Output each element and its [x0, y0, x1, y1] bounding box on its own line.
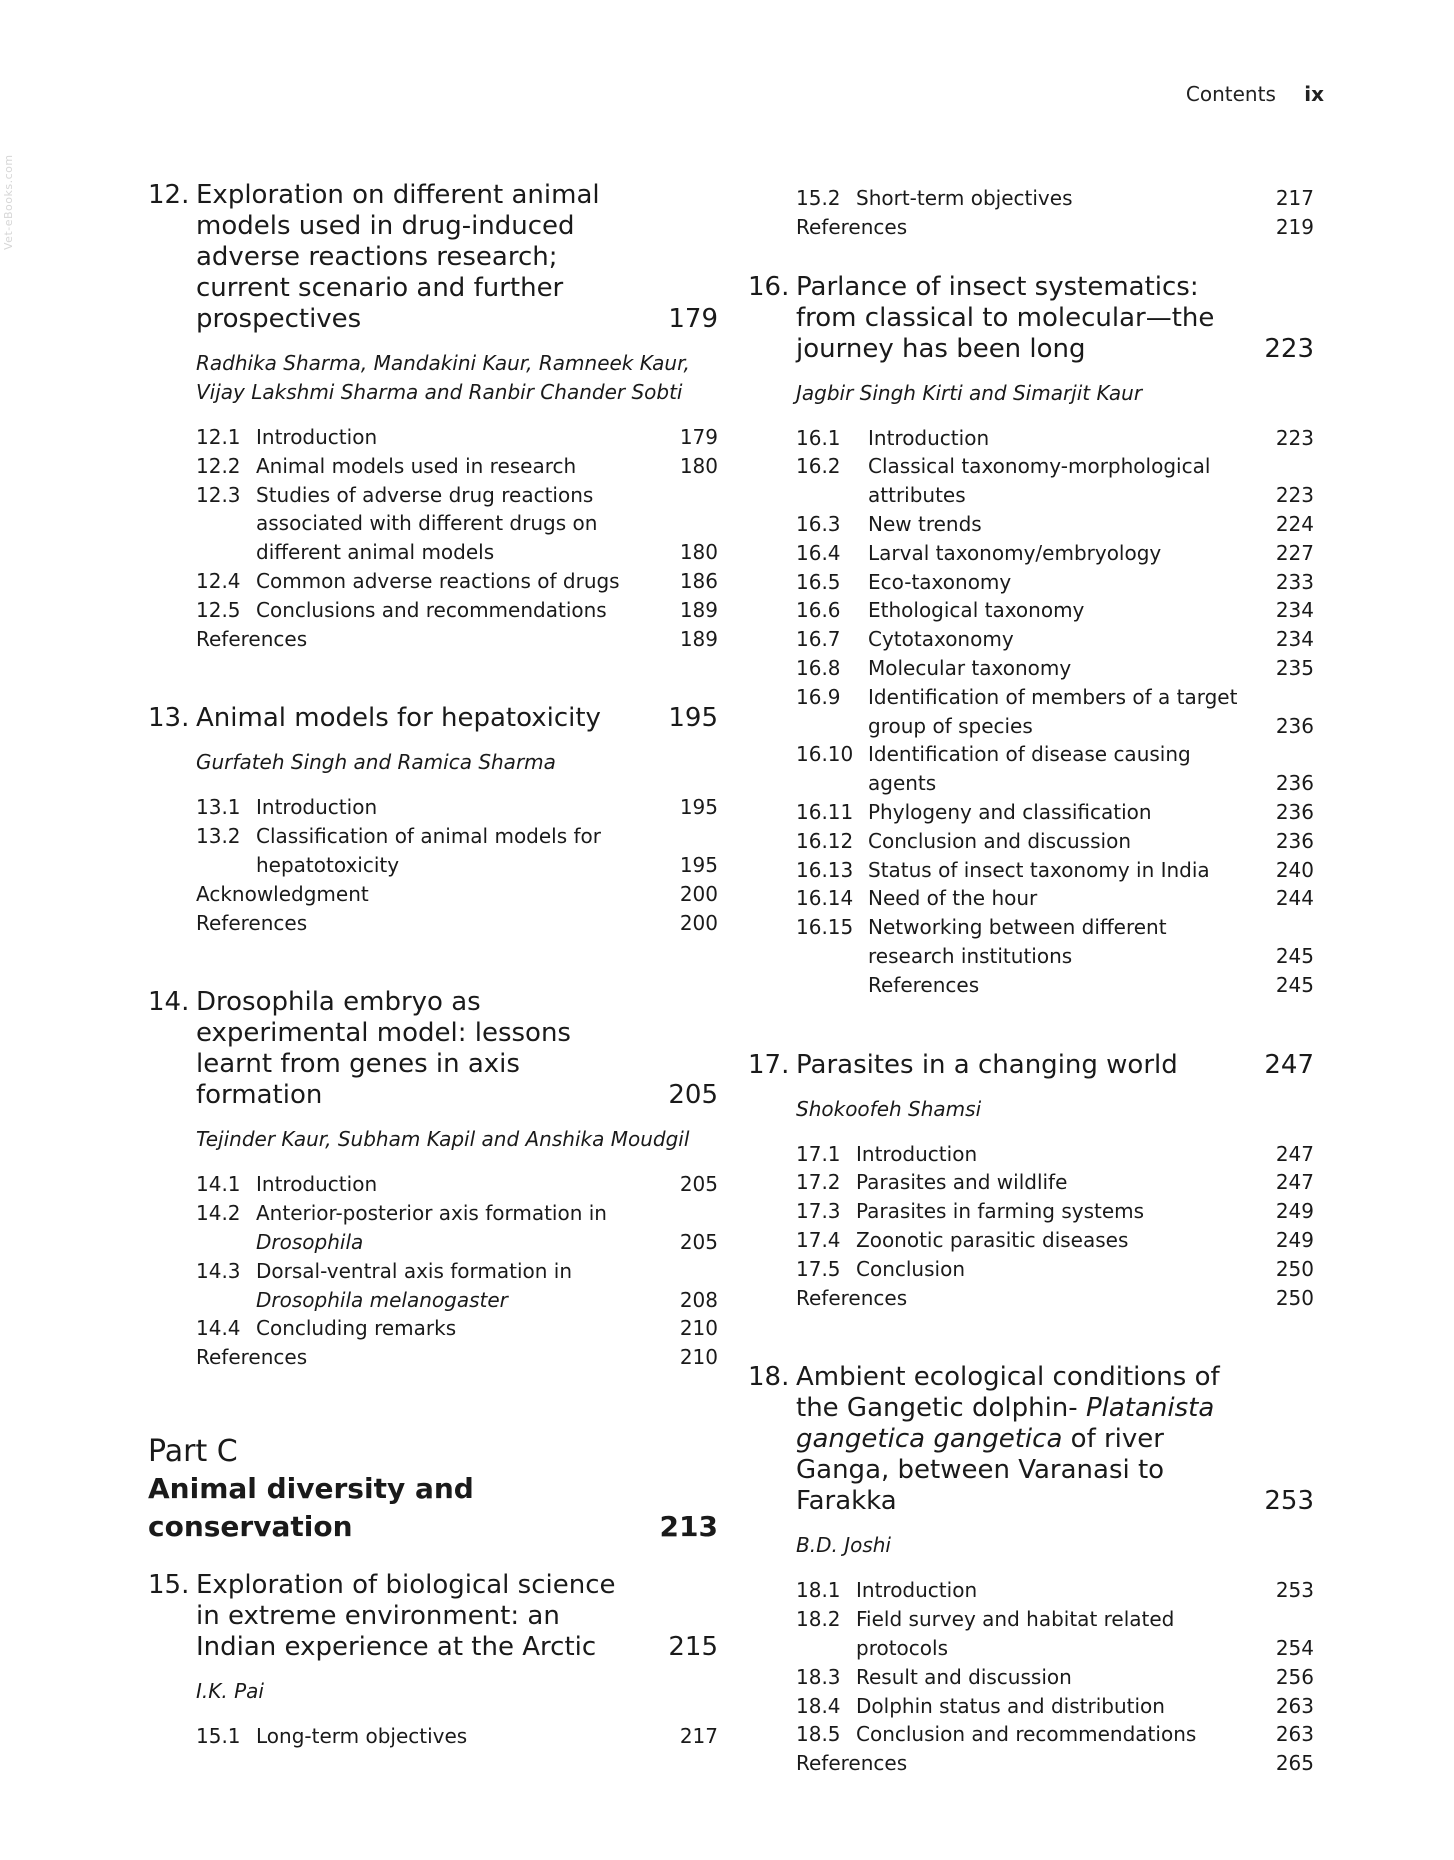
- section-number: 18.5: [796, 1722, 841, 1747]
- chapter-title[interactable]: Exploration on different animal models used in drug-induced adverse reactions research; current scenario and further prospectives: [196, 180, 600, 334]
- section-page-number: 234: [1275, 627, 1314, 652]
- section-entry[interactable]: [196, 822, 718, 880]
- section-number: 13.2: [196, 824, 241, 849]
- section-page-number: 236: [1275, 771, 1314, 796]
- section-number: 16.6: [796, 598, 841, 623]
- section-entry[interactable]: [796, 1663, 1314, 1692]
- section-title-text: Introduction: [856, 1141, 978, 1166]
- section-page-number: 245: [1275, 943, 1314, 968]
- section-page-number: 263: [1275, 1693, 1314, 1718]
- section-title-text: Introduction: [256, 795, 378, 820]
- chapter-18: [748, 1362, 1314, 1778]
- section-list: [796, 424, 1314, 1000]
- section-entry[interactable]: [796, 1168, 1314, 1197]
- section-number: 16.15: [796, 915, 854, 940]
- section-entry[interactable]: [196, 567, 718, 596]
- section-title: [256, 793, 718, 822]
- section-entry[interactable]: [196, 625, 718, 654]
- chapter-heading: [148, 180, 718, 335]
- section-page-number: 227: [1275, 540, 1314, 565]
- section-entry[interactable]: [796, 1576, 1314, 1605]
- section-page-number: 195: [679, 852, 718, 877]
- running-head-page-number: ix: [1304, 82, 1324, 106]
- part-title: Animal diversity and conservation: [148, 1471, 474, 1543]
- section-page-number: 236: [1275, 828, 1314, 853]
- section-title-text: Dorsal-ventral axis formation in: [256, 1258, 573, 1283]
- section-entry[interactable]: [796, 1255, 1314, 1284]
- section-title: Short-term objectives: [856, 186, 1073, 210]
- section-entry[interactable]: [796, 1284, 1314, 1313]
- chapter-15: [148, 1570, 718, 1751]
- section-number: 18.3: [796, 1664, 841, 1689]
- chapter-page-number: 195: [668, 703, 718, 734]
- section-entry[interactable]: [196, 880, 718, 909]
- section-title: [196, 625, 718, 654]
- section-title: [868, 424, 1314, 453]
- chapter-heading: [148, 703, 718, 734]
- section-title-text: Identification of disease causing agents: [868, 742, 1191, 796]
- section-title: [868, 568, 1314, 597]
- section-page-number: 245: [1275, 972, 1314, 997]
- section-title: [868, 625, 1314, 654]
- section-entry[interactable]: [196, 596, 718, 625]
- chapter-title-part: Ambient ecological conditions of the Gangetic dolphin-: [796, 1362, 1220, 1424]
- section-page-number: 234: [1275, 598, 1314, 623]
- section-title: [256, 1314, 718, 1343]
- section-title-text: Classical taxonomy-morphological attributes: [868, 454, 1211, 508]
- running-head-label: Contents: [1185, 82, 1276, 106]
- section-title: [796, 1284, 1314, 1313]
- section-list: [196, 1170, 718, 1372]
- section-title: [868, 798, 1314, 827]
- chapter-14: [148, 987, 718, 1372]
- section-entry[interactable]: [796, 424, 1314, 453]
- section-title-text: Larval taxonomy/embryology: [868, 540, 1162, 565]
- chapter-page-number: 253: [1264, 1486, 1314, 1517]
- section-title: [256, 1170, 718, 1199]
- section-page-number: 254: [1275, 1635, 1314, 1660]
- section-title: [256, 481, 718, 567]
- section-number: 13.1: [196, 795, 241, 820]
- section-title-text: Anterior-posterior axis formation in: [256, 1201, 607, 1226]
- chapter-13: [148, 703, 718, 937]
- section-number: 16.10: [796, 742, 854, 767]
- section-title-text: References: [196, 626, 308, 651]
- chapter-title[interactable]: Parlance of insect systematics: from classical to molecular—the journey has been long: [796, 271, 1215, 364]
- section-page-number: 256: [1275, 1664, 1314, 1689]
- section-title: [868, 510, 1314, 539]
- section-number: 14.3: [196, 1258, 241, 1283]
- chapter-number: 18.: [748, 1362, 790, 1393]
- chapter-authors: Shokoofeh Shamsi: [796, 1096, 982, 1121]
- section-number: 16.4: [796, 540, 841, 565]
- section-title-text: Acknowledgment: [196, 881, 369, 906]
- section-title: [256, 1257, 718, 1315]
- section-page-number: 210: [679, 1316, 718, 1341]
- chapter-authors: Gurfateh Singh and Ramica Sharma: [196, 750, 556, 775]
- section-entry[interactable]: [796, 971, 1314, 1000]
- section-entry[interactable]: [796, 1749, 1314, 1778]
- section-page-number: 224: [1275, 511, 1314, 536]
- section-entry[interactable]: [796, 683, 1314, 741]
- section-title: [196, 1343, 718, 1372]
- section-number: 16.8: [796, 655, 841, 680]
- section-title-text: Studies of adverse drug reactions associated with different drugs on different animal models: [256, 482, 598, 565]
- section-entry[interactable]: [196, 1199, 718, 1257]
- section-title-text: References: [796, 1285, 908, 1310]
- chapter-authors: B.D. Joshi: [796, 1533, 891, 1558]
- chapter-page-number: 223: [1264, 333, 1314, 364]
- section-title-text: Conclusions and recommendations: [256, 597, 607, 622]
- section-entry[interactable]: [196, 793, 718, 822]
- section-page-number: 247: [1275, 1141, 1314, 1166]
- chapter-page-number: 215: [668, 1631, 718, 1662]
- section-title-text: Common adverse reactions of drugs: [256, 568, 620, 593]
- section-number: 12.5: [196, 597, 241, 622]
- section-list: [796, 1576, 1314, 1778]
- left-chapter-list: [148, 180, 718, 1372]
- section-title-text: References: [796, 1751, 908, 1776]
- section-title-text: Introduction: [256, 1172, 378, 1197]
- section-title: [856, 1197, 1314, 1226]
- chapter-heading: [748, 1362, 1314, 1517]
- section-title: [868, 539, 1314, 568]
- section-title-text: Result and discussion: [856, 1664, 1072, 1689]
- section-page-number: 205: [679, 1172, 718, 1197]
- section-page-number: 195: [679, 795, 718, 820]
- section-title: [868, 596, 1314, 625]
- section-entry[interactable]: [196, 423, 718, 452]
- section-number: 15.1: [196, 1723, 241, 1748]
- section-title: [856, 1692, 1314, 1721]
- section-title: [256, 1199, 718, 1257]
- chapter-authors: Radhika Sharma, Mandakini Kaur, Ramneek Kaur, Vijay Lakshmi Sharma and Ranbir Chander Sobti: [196, 351, 690, 404]
- section-title: [856, 1255, 1314, 1284]
- section-number: 16.7: [796, 627, 841, 652]
- section-title-italic: Drosophila melanogaster: [256, 1287, 508, 1312]
- section-entry[interactable]: [196, 1257, 718, 1315]
- chapter-16: [748, 272, 1314, 1000]
- chapter-title-part: of river Ganga, between Varanasi to Farakka: [796, 1424, 1165, 1517]
- section-title-text: Introduction: [868, 425, 990, 450]
- chapter-title[interactable]: Animal models for hepatoxicity: [196, 703, 601, 734]
- section-number: 16.3: [796, 511, 841, 536]
- section-title: [868, 740, 1314, 798]
- section-list: [796, 1140, 1314, 1313]
- section-title-text: Concluding remarks: [256, 1316, 457, 1341]
- section-title: References: [796, 214, 908, 239]
- section-title: [796, 1749, 1314, 1778]
- section-page-number: 223: [1275, 425, 1314, 450]
- section-title: [868, 683, 1314, 741]
- section-entry[interactable]: [796, 884, 1314, 913]
- section-entry[interactable]: [796, 1605, 1314, 1663]
- section-number: 18.4: [796, 1693, 841, 1718]
- chapter-heading: [748, 272, 1314, 365]
- chapter-page-number: 205: [668, 1080, 718, 1111]
- section-title-text: Introduction: [256, 425, 378, 449]
- section-page-number: 208: [679, 1287, 718, 1312]
- section-page-number: 253: [1275, 1578, 1314, 1603]
- section-title-text: Conclusion: [856, 1256, 965, 1281]
- chapter-number: 16.: [748, 271, 790, 302]
- section-entry[interactable]: [796, 213, 1314, 242]
- section-list: [196, 423, 718, 653]
- chapter-authors: Jagbir Singh Kirti and Simarjit Kaur: [796, 380, 1143, 405]
- section-number: 16.1: [796, 425, 841, 450]
- chapter-title[interactable]: Exploration of biological science in extreme environment: an Indian experience at the Arctic: [196, 1569, 616, 1662]
- section-entry[interactable]: [196, 452, 718, 481]
- chapter-number: 13.: [148, 703, 190, 734]
- section-number: 18.1: [796, 1578, 841, 1603]
- contents-right-column: [748, 184, 1314, 1828]
- section-entry[interactable]: [796, 625, 1314, 654]
- section-number: 17.4: [796, 1227, 841, 1252]
- chapter-number: 17.: [748, 1049, 790, 1080]
- section-page-number: 219: [1275, 214, 1314, 239]
- section-page-number: 217: [679, 1723, 718, 1748]
- section-entry[interactable]: [796, 1226, 1314, 1255]
- section-title: [196, 909, 718, 938]
- section-entry[interactable]: [196, 1170, 718, 1199]
- section-number: 12.2: [196, 453, 241, 478]
- section-number: 17.2: [796, 1170, 841, 1195]
- section-title-text: References: [196, 910, 308, 935]
- part-page-number: 213: [659, 1509, 718, 1543]
- chapter-number: 15.: [148, 1569, 190, 1600]
- section-title: [868, 452, 1314, 510]
- chapter-page-number: 247: [1264, 1049, 1314, 1080]
- section-page-number: 180: [679, 540, 718, 565]
- chapter-15-continued: [796, 184, 1314, 242]
- chapter-page-number: 179: [668, 304, 718, 334]
- section-page-number: 179: [679, 425, 718, 449]
- section-page-number: 223: [1275, 483, 1314, 508]
- section-entry[interactable]: [796, 184, 1314, 213]
- section-number: 14.1: [196, 1172, 241, 1197]
- section-page-number: 249: [1275, 1227, 1314, 1252]
- section-title: [256, 596, 718, 625]
- section-title: [256, 567, 718, 596]
- section-title-text: New trends: [868, 511, 982, 536]
- section-title-text: Introduction: [856, 1578, 978, 1603]
- section-number: 12.4: [196, 568, 241, 593]
- section-title-text: Cytotaxonomy: [868, 627, 1014, 652]
- section-title: [256, 822, 718, 880]
- section-page-number: 240: [1275, 857, 1314, 882]
- section-page-number: 235: [1275, 655, 1314, 680]
- section-number: 16.9: [796, 684, 841, 709]
- section-page-number: 263: [1275, 1722, 1314, 1747]
- chapter-heading: [148, 1570, 718, 1663]
- section-number: 16.2: [796, 454, 841, 479]
- section-entry[interactable]: [796, 856, 1314, 885]
- section-page-number: 249: [1275, 1199, 1314, 1224]
- section-entry[interactable]: [796, 1692, 1314, 1721]
- section-page-number: 189: [679, 626, 718, 651]
- chapter-title[interactable]: Drosophila embryo as experimental model: lessons learnt from genes in axis formation: [196, 987, 571, 1111]
- section-title: Long-term objectives: [256, 1723, 468, 1748]
- section-entry[interactable]: [796, 596, 1314, 625]
- section-number: 12.1: [196, 425, 241, 449]
- chapter-authors: Tejinder Kaur, Subham Kapil and Anshika Moudgil: [196, 1127, 690, 1152]
- section-entry[interactable]: [196, 481, 718, 567]
- section-entry[interactable]: [796, 913, 1314, 971]
- chapter-17: [748, 1050, 1314, 1313]
- section-title-text: Ethological taxonomy: [868, 598, 1085, 623]
- section-number: 15.2: [796, 186, 841, 210]
- section-title: [856, 1605, 1314, 1663]
- section-title-text: Zoonotic parasitic diseases: [856, 1227, 1129, 1252]
- section-title: [856, 1226, 1314, 1255]
- section-page-number: 250: [1275, 1285, 1314, 1310]
- section-title: [856, 1720, 1314, 1749]
- section-title: [868, 827, 1314, 856]
- section-title-text: References: [868, 972, 980, 997]
- section-number: 16.11: [796, 799, 854, 824]
- section-page-number: 250: [1275, 1256, 1314, 1281]
- chapter-title[interactable]: Parasites in a changing world: [796, 1049, 1178, 1080]
- chapter-title[interactable]: [796, 1362, 1314, 1517]
- section-title-text: Field survey and habitat related protocols: [856, 1607, 1175, 1660]
- right-chapter-list: [748, 272, 1314, 1778]
- section-title-text: Parasites and wildlife: [856, 1170, 1068, 1195]
- section-title: [856, 1663, 1314, 1692]
- watermark-text: Vet-eBooks.com: [2, 154, 15, 250]
- chapter-heading: [148, 987, 718, 1111]
- section-page-number: 236: [1275, 713, 1314, 738]
- section-page-number: 180: [679, 453, 718, 478]
- section-title: [196, 880, 718, 909]
- section-title-text: Eco-taxonomy: [868, 569, 1012, 594]
- section-title-text: Parasites in farming systems: [856, 1199, 1145, 1224]
- chapter-number: 14.: [148, 987, 190, 1018]
- section-number: 12.3: [196, 482, 241, 507]
- section-number: 17.5: [796, 1256, 841, 1281]
- section-page-number: 186: [679, 568, 718, 593]
- section-title-text: Classification of animal models for hepatotoxicity: [256, 824, 602, 877]
- running-head: [1186, 82, 1324, 106]
- section-title-text: Identification of members of a target group of species: [868, 684, 1238, 738]
- chapter-12: [148, 180, 718, 653]
- part-title-row: [148, 1470, 718, 1546]
- section-entry[interactable]: [796, 510, 1314, 539]
- chapter-heading: [748, 1050, 1314, 1081]
- section-title: [856, 1576, 1314, 1605]
- section-page-number: 189: [679, 597, 718, 622]
- section-number: 16.12: [796, 828, 854, 853]
- section-entry[interactable]: [196, 1314, 718, 1343]
- section-number: 16.14: [796, 886, 854, 911]
- section-number: 18.2: [796, 1607, 841, 1632]
- chapter-number: 12.: [148, 180, 190, 210]
- section-page-number: 200: [679, 910, 718, 935]
- section-page-number: 233: [1275, 569, 1314, 594]
- section-entry[interactable]: [796, 827, 1314, 856]
- section-title-text: Need of the hour: [868, 886, 1038, 911]
- section-title-text: Status of insect taxonomy in India: [868, 857, 1210, 882]
- section-number: 14.2: [196, 1201, 241, 1226]
- section-entry[interactable]: [796, 539, 1314, 568]
- section-number: 16.5: [796, 569, 841, 594]
- section-title-text: References: [196, 1345, 308, 1370]
- section-title: [868, 913, 1314, 971]
- section-title-text: Dolphin status and distribution: [856, 1693, 1165, 1718]
- section-title-text: Animal models used in research: [256, 453, 577, 478]
- section-title-text: Phylogeny and classification: [868, 799, 1152, 824]
- section-number: 17.1: [796, 1141, 841, 1166]
- part-label: Part C: [148, 1433, 238, 1469]
- section-page-number: 236: [1275, 799, 1314, 824]
- contents-left-column: [148, 180, 718, 1751]
- section-entry[interactable]: [196, 909, 718, 938]
- section-title-text: Networking between different research institutions: [868, 915, 1167, 968]
- section-title: [856, 1168, 1314, 1197]
- section-page-number: 210: [679, 1345, 718, 1370]
- section-entry[interactable]: [196, 1722, 718, 1751]
- section-title: [868, 884, 1314, 913]
- chapter-title-part: Platanista gangetica gangetica: [796, 1393, 1215, 1455]
- section-page-number: 217: [1275, 186, 1314, 210]
- section-title-text: Conclusion and recommendations: [856, 1722, 1197, 1747]
- section-page-number: 247: [1275, 1170, 1314, 1195]
- section-title: [856, 1140, 1314, 1169]
- section-title: [256, 452, 718, 481]
- section-page-number: 200: [679, 881, 718, 906]
- section-entry[interactable]: [796, 798, 1314, 827]
- part-heading: [148, 1434, 718, 1546]
- section-page-number: 244: [1275, 886, 1314, 911]
- section-number: 17.3: [796, 1199, 841, 1224]
- section-entry[interactable]: [796, 1197, 1314, 1226]
- section-number: 14.4: [196, 1316, 241, 1341]
- section-title: [868, 654, 1314, 683]
- section-title-text: Conclusion and discussion: [868, 828, 1131, 853]
- section-entry[interactable]: [796, 1720, 1314, 1749]
- section-page-number: 205: [679, 1229, 718, 1254]
- section-title-italic: Drosophila: [256, 1229, 364, 1254]
- chapter-authors: I.K. Pai: [196, 1678, 264, 1703]
- section-entry[interactable]: [796, 1140, 1314, 1169]
- section-list: [196, 793, 718, 937]
- section-entry[interactable]: [796, 654, 1314, 683]
- section-title-text: Molecular taxonomy: [868, 655, 1072, 680]
- section-entry[interactable]: [796, 452, 1314, 510]
- section-list: [196, 1722, 718, 1751]
- section-entry[interactable]: [196, 1343, 718, 1372]
- section-title: [256, 423, 718, 452]
- section-page-number: 265: [1275, 1751, 1314, 1776]
- section-title: [868, 971, 1314, 1000]
- section-number: 16.13: [796, 857, 854, 882]
- section-entry[interactable]: [796, 740, 1314, 798]
- section-title: [868, 856, 1314, 885]
- section-entry[interactable]: [796, 568, 1314, 597]
